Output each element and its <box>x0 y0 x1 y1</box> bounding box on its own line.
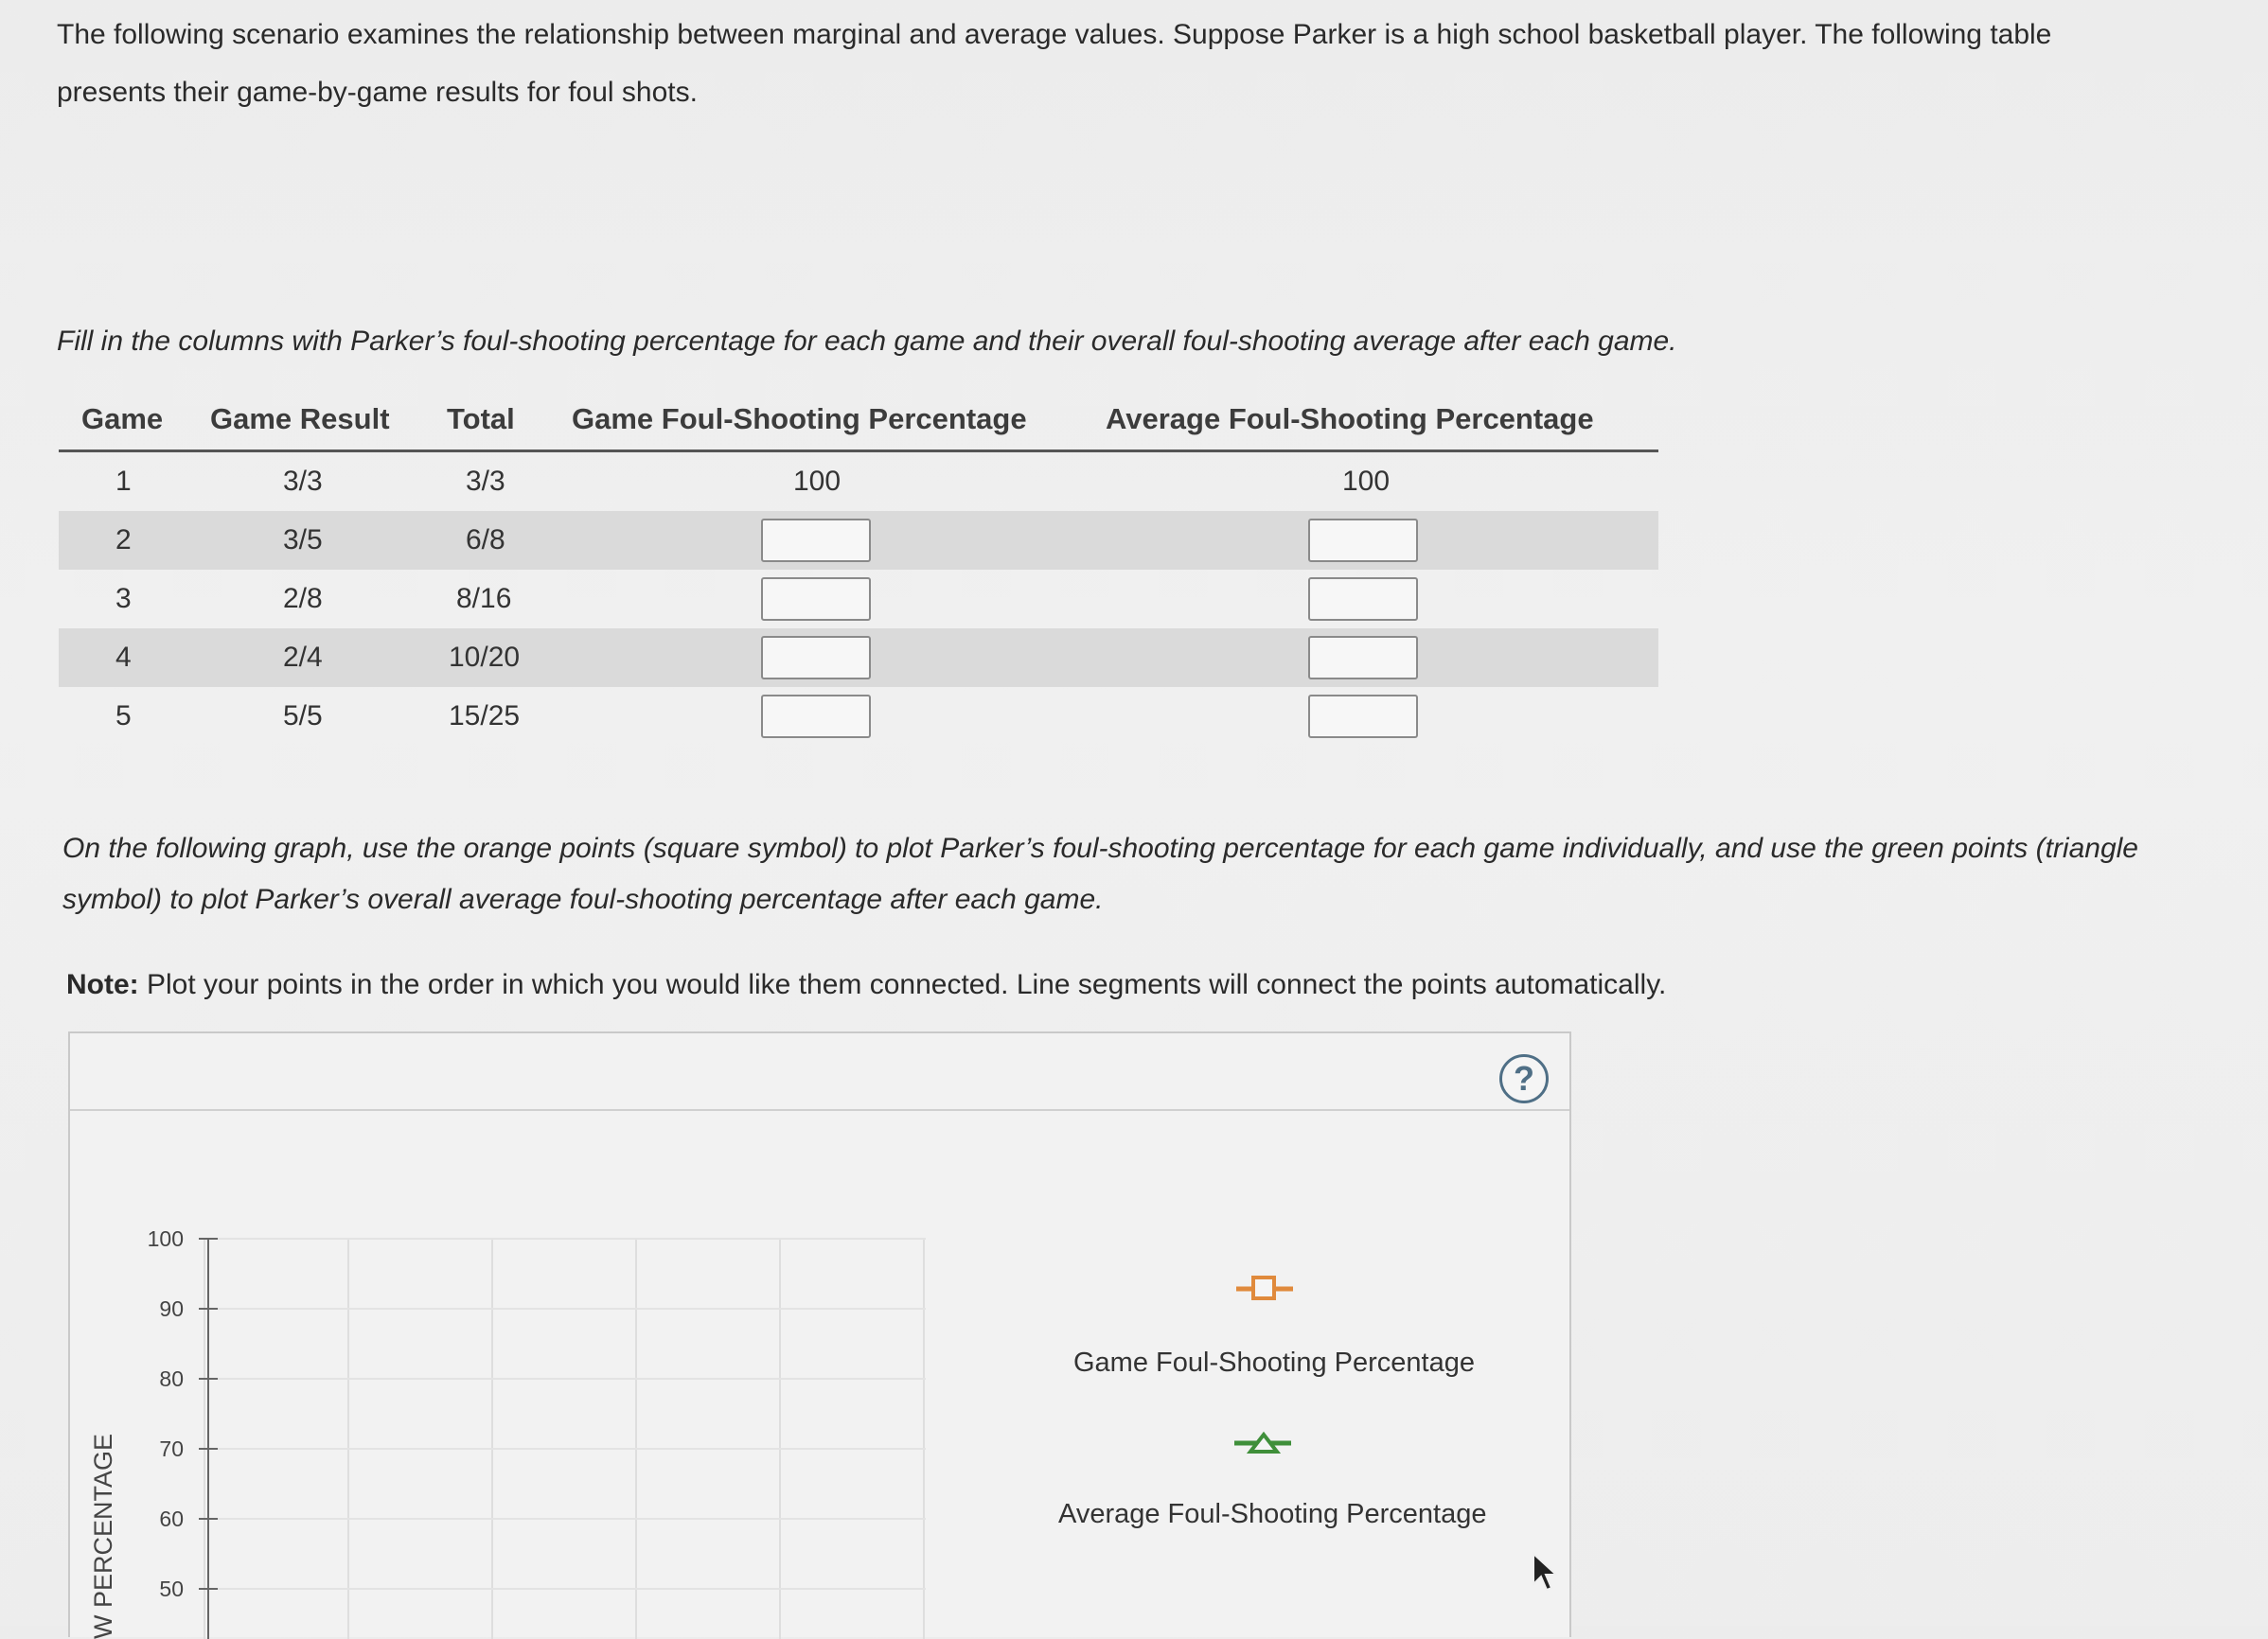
game-pct-value: 100 <box>793 466 842 497</box>
header-game: Game <box>81 402 164 435</box>
game-result: 3/3 <box>283 466 323 497</box>
header-avg-pct: Average Foul-Shooting Percentage <box>1106 402 1594 435</box>
intro-paragraph: The following scenario examines the relationship between marginal and average values. Suppose Parker is a high school basketball player. The following table presents their game-by-game results for foul shots. <box>57 19 2052 108</box>
total: 3/3 <box>466 466 505 497</box>
y-axis-label: W PERCENTAGE <box>89 1433 117 1639</box>
fill-instruction: Fill in the columns with Parker’s foul-shooting percentage for each game and their overall foul-shooting average after each game. <box>57 326 1677 357</box>
game-result: 2/4 <box>283 642 323 673</box>
table-row <box>59 511 1658 570</box>
total: 10/20 <box>449 642 521 673</box>
game-pct-input[interactable] <box>761 695 871 738</box>
game-number: 2 <box>115 524 132 555</box>
game-number: 1 <box>115 466 132 497</box>
table-row <box>59 687 1658 746</box>
total: 15/25 <box>449 700 521 731</box>
table-row <box>59 570 1658 628</box>
legend-average-label: Average Foul-Shooting Percentage <box>1058 1499 1487 1529</box>
game-pct-input[interactable] <box>761 577 871 621</box>
y-tick-label: 90 <box>159 1296 184 1321</box>
avg-pct-input[interactable] <box>1308 577 1418 621</box>
table-row <box>59 452 1658 511</box>
plot-instruction: On the following graph, use the orange points (square symbol) to plot Parker’s foul-shooting percentage for each game individually, and use the green points (triangle symbol) to plot Parker’s overall average foul-shooting percentage after each game. <box>62 833 2138 915</box>
table-row <box>59 628 1658 687</box>
legend-game-symbol[interactable] <box>1236 1278 1293 1298</box>
y-tick-label: 100 <box>147 1226 184 1251</box>
header-game-result: Game Result <box>210 402 390 435</box>
note-text: Plot your points in the order in which you would like them connected. Line segments will connect the points automatically. <box>138 969 1667 1000</box>
game-result: 3/5 <box>283 524 323 555</box>
avg-pct-input[interactable] <box>1308 695 1418 738</box>
game-result: 2/8 <box>283 583 323 614</box>
note <box>66 956 2149 1013</box>
header-game-pct: Game Foul-Shooting Percentage <box>572 402 1027 435</box>
help-button[interactable]: ? <box>1499 1054 1549 1103</box>
mouse-cursor-icon <box>1532 1552 1560 1594</box>
y-tick-label: 50 <box>159 1577 184 1601</box>
game-number: 4 <box>115 642 132 673</box>
header-total: Total <box>447 402 515 435</box>
game-pct-input[interactable] <box>761 519 871 562</box>
avg-pct-input[interactable] <box>1308 636 1418 679</box>
y-tick-label: 80 <box>159 1366 184 1391</box>
total: 8/16 <box>456 583 512 614</box>
game-number: 5 <box>115 700 132 731</box>
note-label: Note: <box>66 969 139 1000</box>
plot-area[interactable] <box>70 1033 1573 1639</box>
graph-panel <box>68 1031 1571 1637</box>
avg-pct-input[interactable] <box>1308 519 1418 562</box>
results-table <box>59 393 1658 746</box>
total: 6/8 <box>466 524 505 555</box>
legend-game-label: Game Foul-Shooting Percentage <box>1073 1348 1475 1378</box>
table-header <box>59 393 1658 452</box>
y-tick-label: 60 <box>159 1507 184 1531</box>
y-tick-label: 70 <box>159 1436 184 1461</box>
avg-pct-value: 100 <box>1342 466 1391 497</box>
game-result: 5/5 <box>283 700 323 731</box>
legend-average-symbol[interactable] <box>1234 1435 1291 1452</box>
plot-grid <box>204 1239 926 1639</box>
y-axis <box>148 1226 218 1639</box>
game-pct-input[interactable] <box>761 636 871 679</box>
game-number: 3 <box>115 583 132 614</box>
